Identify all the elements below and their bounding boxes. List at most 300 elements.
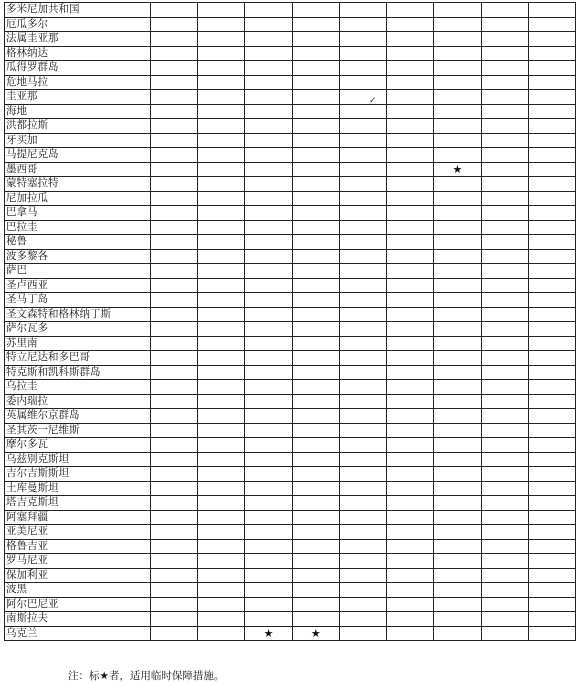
table-cell: [198, 626, 245, 641]
table-cell: [387, 365, 434, 380]
table-cell: [434, 409, 481, 424]
table-cell: [434, 438, 481, 453]
table-cell: [434, 104, 481, 119]
table-cell: [292, 264, 339, 279]
table-cell: [151, 496, 198, 511]
table-cell: [387, 61, 434, 76]
table-cell: [292, 46, 339, 61]
table-cell: [387, 452, 434, 467]
table-cell: [151, 235, 198, 250]
table-cell: [292, 539, 339, 554]
table-cell: [292, 510, 339, 525]
table-cell: [481, 17, 528, 32]
table-cell: [434, 423, 481, 438]
table-cell: [481, 264, 528, 279]
table-cell: [198, 17, 245, 32]
star-mark-cell: ★: [292, 626, 339, 641]
table-cell: [434, 351, 481, 366]
table-cell: [528, 307, 575, 322]
table-cell: [198, 162, 245, 177]
table-cell: [528, 3, 575, 18]
table-cell: [245, 336, 292, 351]
country-name-cell: 牙买加: [5, 133, 151, 148]
table-cell: [339, 438, 386, 453]
table-cell: [339, 46, 386, 61]
table-cell: [245, 32, 292, 47]
table-cell: [528, 336, 575, 351]
table-cell: [245, 351, 292, 366]
table-cell: [434, 626, 481, 641]
table-cell: [292, 336, 339, 351]
table-cell: [245, 293, 292, 308]
table-cell: [387, 481, 434, 496]
table-cell: [339, 235, 386, 250]
table-cell: [387, 293, 434, 308]
country-name-cell: 乌兹别克斯坦: [5, 452, 151, 467]
country-name-cell: 圣马丁岛: [5, 293, 151, 308]
table-cell: [245, 423, 292, 438]
table-cell: [292, 365, 339, 380]
table-cell: [387, 90, 434, 105]
table-cell: [198, 409, 245, 424]
table-cell: [528, 612, 575, 627]
country-name-cell: 格林纳达: [5, 46, 151, 61]
table-cell: [339, 75, 386, 90]
table-cell: [528, 351, 575, 366]
table-cell: [434, 380, 481, 395]
table-cell: [481, 554, 528, 569]
table-cell: [151, 612, 198, 627]
table-cell: [339, 626, 386, 641]
table-cell: [434, 525, 481, 540]
table-cell: [387, 496, 434, 511]
table-cell: [198, 32, 245, 47]
table-cell: [151, 162, 198, 177]
table-cell: [151, 17, 198, 32]
table-cell: [339, 293, 386, 308]
table-cell: [245, 583, 292, 598]
table-cell: [528, 235, 575, 250]
table-cell: [387, 394, 434, 409]
table-cell: [198, 119, 245, 134]
table-row: [5, 394, 576, 409]
table-cell: [339, 612, 386, 627]
table-cell: [339, 133, 386, 148]
table-cell: [151, 307, 198, 322]
table-cell: [387, 191, 434, 206]
table-cell: [387, 264, 434, 279]
star-mark-cell: ★: [434, 162, 481, 177]
table-cell: [245, 90, 292, 105]
table-cell: [387, 467, 434, 482]
table-cell: [292, 104, 339, 119]
table-cell: [292, 177, 339, 192]
country-name-cell: 尼加拉瓜: [5, 191, 151, 206]
table-cell: [292, 452, 339, 467]
table-cell: [434, 46, 481, 61]
table-cell: [481, 496, 528, 511]
table-cell: [434, 206, 481, 221]
table-cell: [198, 612, 245, 627]
table-cell: [339, 525, 386, 540]
table-cell: [481, 510, 528, 525]
table-cell: [481, 539, 528, 554]
table-cell: [339, 409, 386, 424]
table-cell: [245, 409, 292, 424]
table-cell: [198, 583, 245, 598]
table-cell: [481, 191, 528, 206]
table-cell: [528, 525, 575, 540]
country-name-cell: 萨尔瓦多: [5, 322, 151, 337]
table-cell: [387, 148, 434, 163]
table-cell: [339, 264, 386, 279]
table-cell: [339, 90, 386, 105]
table-cell: [387, 75, 434, 90]
table-cell: [481, 133, 528, 148]
table-cell: [245, 452, 292, 467]
table-cell: [198, 452, 245, 467]
table-cell: [387, 249, 434, 264]
table-cell: [198, 133, 245, 148]
table-cell: [481, 336, 528, 351]
table-cell: [198, 423, 245, 438]
table-cell: [245, 46, 292, 61]
table-cell: [245, 612, 292, 627]
table-cell: [528, 191, 575, 206]
table-cell: [198, 380, 245, 395]
table-cell: [151, 380, 198, 395]
table-cell: [387, 119, 434, 134]
table-cell: [481, 220, 528, 235]
table-cell: [481, 177, 528, 192]
table-cell: [528, 46, 575, 61]
table-cell: [151, 365, 198, 380]
table-cell: [434, 75, 481, 90]
country-name-cell: 瓜得罗群岛: [5, 61, 151, 76]
table-cell: [151, 249, 198, 264]
table-cell: [528, 264, 575, 279]
table-cell: [434, 452, 481, 467]
table-cell: [387, 583, 434, 598]
table-row: [5, 220, 576, 235]
table-cell: [198, 351, 245, 366]
table-cell: [292, 61, 339, 76]
country-name-cell: 亚美尼亚: [5, 525, 151, 540]
table-row: [5, 597, 576, 612]
table-cell: [151, 278, 198, 293]
table-cell: [481, 322, 528, 337]
table-cell: [245, 597, 292, 612]
table-cell: [292, 3, 339, 18]
country-name-cell: 特立尼达和多巴哥: [5, 351, 151, 366]
country-name-cell: 苏里南: [5, 336, 151, 351]
table-cell: [528, 539, 575, 554]
table-cell: [434, 322, 481, 337]
table-cell: [528, 104, 575, 119]
table-cell: [292, 206, 339, 221]
table-row: [5, 75, 576, 90]
table-cell: [387, 597, 434, 612]
table-row: [5, 46, 576, 61]
country-name-cell: 英属维尔京群岛: [5, 409, 151, 424]
table-row: [5, 351, 576, 366]
table-cell: [198, 220, 245, 235]
table-cell: [151, 510, 198, 525]
table-cell: [339, 322, 386, 337]
table-cell: [198, 264, 245, 279]
table-cell: [387, 423, 434, 438]
table-cell: [198, 525, 245, 540]
table-cell: [339, 554, 386, 569]
table-cell: [339, 191, 386, 206]
table-cell: [434, 61, 481, 76]
table-cell: [151, 539, 198, 554]
table-row: [5, 554, 576, 569]
table-cell: [481, 612, 528, 627]
table-cell: [198, 46, 245, 61]
table-cell: [339, 220, 386, 235]
country-name-cell: 保加利亚: [5, 568, 151, 583]
country-name-cell: 格鲁吉亚: [5, 539, 151, 554]
table-cell: [339, 307, 386, 322]
table-row: [5, 119, 576, 134]
table-row: [5, 409, 576, 424]
table-cell: [434, 539, 481, 554]
table-cell: [481, 75, 528, 90]
table-cell: [434, 119, 481, 134]
table-cell: [151, 133, 198, 148]
table-cell: [245, 307, 292, 322]
table-cell: [434, 220, 481, 235]
table-cell: [198, 481, 245, 496]
table-cell: [528, 17, 575, 32]
table-cell: [339, 568, 386, 583]
table-cell: [245, 394, 292, 409]
table-cell: [339, 206, 386, 221]
table-cell: [387, 554, 434, 569]
table-cell: [245, 264, 292, 279]
country-name-cell: 土库曼斯坦: [5, 481, 151, 496]
table-cell: [292, 220, 339, 235]
country-name-cell: 南斯拉夫: [5, 612, 151, 627]
table-cell: [151, 351, 198, 366]
country-name-cell: 塔吉克斯坦: [5, 496, 151, 511]
country-name-cell: 蒙特塞拉特: [5, 177, 151, 192]
table-cell: [528, 409, 575, 424]
table-row: [5, 264, 576, 279]
country-name-cell: 圣卢西亚: [5, 278, 151, 293]
star-mark-cell: ★: [245, 626, 292, 641]
table-cell: [339, 336, 386, 351]
table-cell: [481, 235, 528, 250]
table-cell: [528, 554, 575, 569]
table-cell: [528, 626, 575, 641]
table-cell: [387, 133, 434, 148]
table-cell: [245, 3, 292, 18]
table-cell: [245, 568, 292, 583]
table-cell: [151, 177, 198, 192]
table-cell: [198, 90, 245, 105]
table-cell: [151, 423, 198, 438]
table-cell: [387, 568, 434, 583]
table-cell: [245, 481, 292, 496]
table-cell: [387, 380, 434, 395]
table-cell: [292, 75, 339, 90]
table-cell: [151, 394, 198, 409]
table-cell: [339, 17, 386, 32]
table-cell: [151, 264, 198, 279]
table-row: [5, 249, 576, 264]
table-cell: [292, 597, 339, 612]
table-row: [5, 612, 576, 627]
table-cell: [292, 525, 339, 540]
table-cell: [339, 467, 386, 482]
table-cell: [245, 438, 292, 453]
table-cell: [292, 554, 339, 569]
table-cell: [481, 249, 528, 264]
table-cell: [387, 17, 434, 32]
table-cell: [339, 32, 386, 47]
table-cell: [339, 104, 386, 119]
country-name-cell: 马提尼克岛: [5, 148, 151, 163]
table-cell: [528, 394, 575, 409]
table-row: [5, 322, 576, 337]
country-name-cell: 法属圭亚那: [5, 32, 151, 47]
country-name-cell: 萨巴: [5, 264, 151, 279]
table-cell: [245, 133, 292, 148]
table-cell: [528, 278, 575, 293]
table-cell: [434, 510, 481, 525]
table-cell: [528, 452, 575, 467]
table-cell: [245, 235, 292, 250]
table-cell: [245, 539, 292, 554]
table-cell: [151, 452, 198, 467]
table-cell: [198, 235, 245, 250]
table-cell: [151, 75, 198, 90]
table-cell: [434, 597, 481, 612]
footnote: 注：标★者，适用临时保障措施。: [68, 670, 225, 682]
table-cell: [151, 336, 198, 351]
table-cell: [528, 438, 575, 453]
table-cell: [481, 394, 528, 409]
table-cell: [434, 612, 481, 627]
table-cell: [387, 206, 434, 221]
country-name-cell: 圭亚那: [5, 90, 151, 105]
table-row: [5, 17, 576, 32]
table-cell: [339, 148, 386, 163]
table-row: [5, 278, 576, 293]
table-cell: [151, 467, 198, 482]
table-cell: [151, 32, 198, 47]
table-cell: [481, 104, 528, 119]
table-cell: [245, 278, 292, 293]
country-name-cell: 巴拉圭: [5, 220, 151, 235]
table-cell: [528, 322, 575, 337]
table-cell: [434, 496, 481, 511]
table-cell: [151, 191, 198, 206]
table-cell: [434, 249, 481, 264]
table-row: [5, 61, 576, 76]
country-name-cell: 乌拉圭: [5, 380, 151, 395]
table-cell: [245, 75, 292, 90]
table-row: [5, 380, 576, 395]
table-cell: [151, 525, 198, 540]
table-cell: [339, 583, 386, 598]
table-cell: [528, 32, 575, 47]
table-cell: [528, 119, 575, 134]
table-cell: [151, 104, 198, 119]
table-cell: [387, 626, 434, 641]
table-cell: [387, 351, 434, 366]
table-cell: [434, 32, 481, 47]
table-cell: [481, 597, 528, 612]
table-cell: [481, 438, 528, 453]
table-cell: [528, 423, 575, 438]
table-cell: [245, 249, 292, 264]
country-name-cell: 阿尔巴尼亚: [5, 597, 151, 612]
table-cell: [245, 148, 292, 163]
table-cell: [198, 597, 245, 612]
table-cell: [481, 148, 528, 163]
table-cell: [387, 510, 434, 525]
table-row: [5, 206, 576, 221]
table-cell: [198, 75, 245, 90]
table-cell: [339, 162, 386, 177]
table-cell: [481, 481, 528, 496]
table-cell: [528, 177, 575, 192]
table-cell: [292, 409, 339, 424]
table-cell: [292, 438, 339, 453]
table-cell: [434, 177, 481, 192]
table-cell: [339, 119, 386, 134]
table-cell: [151, 206, 198, 221]
table-cell: [292, 307, 339, 322]
table-cell: [151, 119, 198, 134]
table-cell: [198, 568, 245, 583]
table-cell: [481, 351, 528, 366]
country-name-cell: 阿塞拜疆: [5, 510, 151, 525]
table-cell: [292, 133, 339, 148]
country-name-cell: 圣其茨一尼维斯: [5, 423, 151, 438]
table-cell: [339, 539, 386, 554]
table-row: [5, 626, 576, 641]
table-cell: [245, 467, 292, 482]
table-cell: [292, 481, 339, 496]
table-cell: [198, 336, 245, 351]
table-cell: [387, 409, 434, 424]
table-cell: [198, 177, 245, 192]
table-cell: [528, 583, 575, 598]
country-name-cell: 厄瓜多尔: [5, 17, 151, 32]
table-cell: [387, 32, 434, 47]
table-cell: [292, 235, 339, 250]
table-cell: [292, 351, 339, 366]
table-cell: [387, 177, 434, 192]
table-row: [5, 452, 576, 467]
table-row: [5, 307, 576, 322]
table-cell: [292, 249, 339, 264]
table-cell: [481, 90, 528, 105]
table-cell: [481, 525, 528, 540]
table-cell: [528, 365, 575, 380]
table-cell: [292, 612, 339, 627]
stray-tick-mark: ✓: [369, 96, 377, 106]
table-cell: [528, 597, 575, 612]
table-cell: [339, 249, 386, 264]
table-cell: [339, 278, 386, 293]
table-cell: [292, 17, 339, 32]
table-cell: [528, 220, 575, 235]
